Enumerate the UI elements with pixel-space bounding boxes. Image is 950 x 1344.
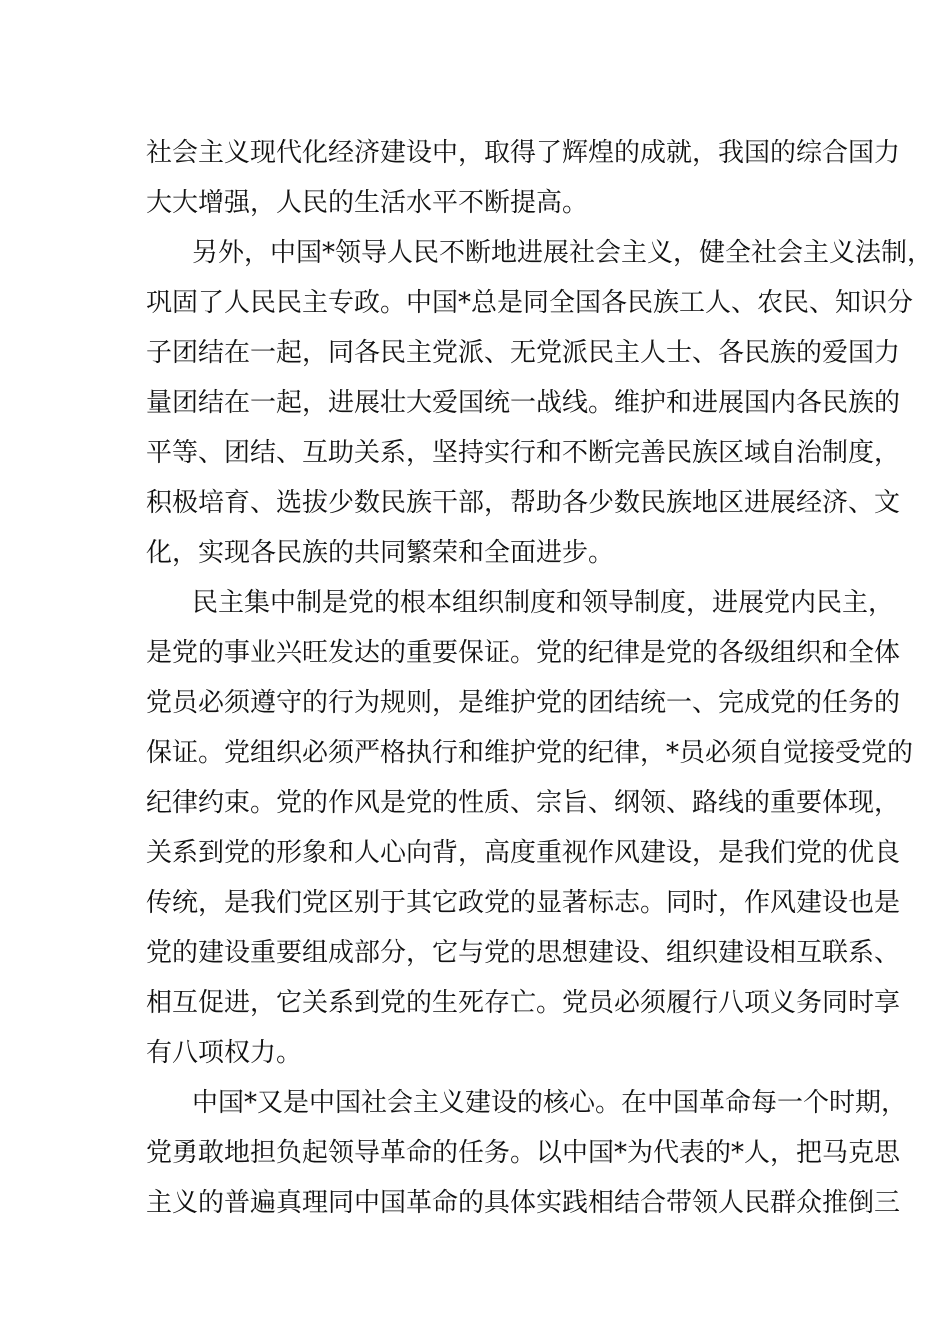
text-line: 党的建设重要组成部分，它与党的思想建设、组织建设相互联系、 <box>146 938 901 968</box>
text-line: 关系到党的形象和人心向背，高度重视作风建设，是我们党的优良 <box>146 838 901 868</box>
paragraph-start-line: 民主集中制是党的根本组织制度和领导制度，进展党内民主， <box>192 588 895 618</box>
text-line: 积极培育、选拔少数民族干部，帮助各少数民族地区进展经济、文 <box>146 488 901 518</box>
text-line: 巩固了人民民主专政。中国*总是同全国各民族工人、农民、知识分 <box>146 288 914 318</box>
text-line: 社会主义现代化经济建设中，取得了辉煌的成就，我国的综合国力 <box>146 138 901 168</box>
text-line: 平等、团结、互助关系，坚持实行和不断完善民族区域自治制度， <box>146 438 901 468</box>
text-line: 主义的普遍真理同中国革命的具体实践相结合带领人民群众推倒三 <box>146 1188 901 1218</box>
body-text <box>146 128 934 1228</box>
text-line: 相互促进，它关系到党的生死存亡。党员必须履行八项义务同时享 <box>146 988 901 1018</box>
text-line: 是党的事业兴旺发达的重要保证。党的纪律是党的各级组织和全体 <box>146 638 901 668</box>
text-line: 党勇敢地担负起领导革命的任务。以中国*为代表的*人，把马克思 <box>146 1138 901 1168</box>
text-line: 有八项权力。 <box>146 1038 303 1068</box>
paragraph-start-line: 中国*又是中国社会主义建设的核心。在中国革命每一个时期， <box>192 1088 908 1118</box>
text-line: 子团结在一起，同各民主党派、无党派民主人士、各民族的爱国力 <box>146 338 901 368</box>
text-line: 保证。党组织必须严格执行和维护党的纪律，*员必须自觉接受党的 <box>146 738 914 768</box>
text-line: 量团结在一起，进展壮大爱国统一战线。维护和进展国内各民族的 <box>146 388 901 418</box>
text-line: 化，实现各民族的共同繁荣和全面进步。 <box>146 538 615 568</box>
text-line: 传统，是我们党区别于其它政党的显著标志。同时，作风建设也是 <box>146 888 901 918</box>
text-line: 党员必须遵守的行为规则，是维护党的团结统一、完成党的任务的 <box>146 688 901 718</box>
text-line: 大大增强，人民的生活水平不断提高。 <box>146 188 589 218</box>
text-line: 纪律约束。党的作风是党的性质、宗旨、纲领、路线的重要体现， <box>146 788 901 818</box>
paragraph-start-line: 另外，中国*领导人民不断地进展社会主义，健全社会主义法制， <box>192 238 934 268</box>
